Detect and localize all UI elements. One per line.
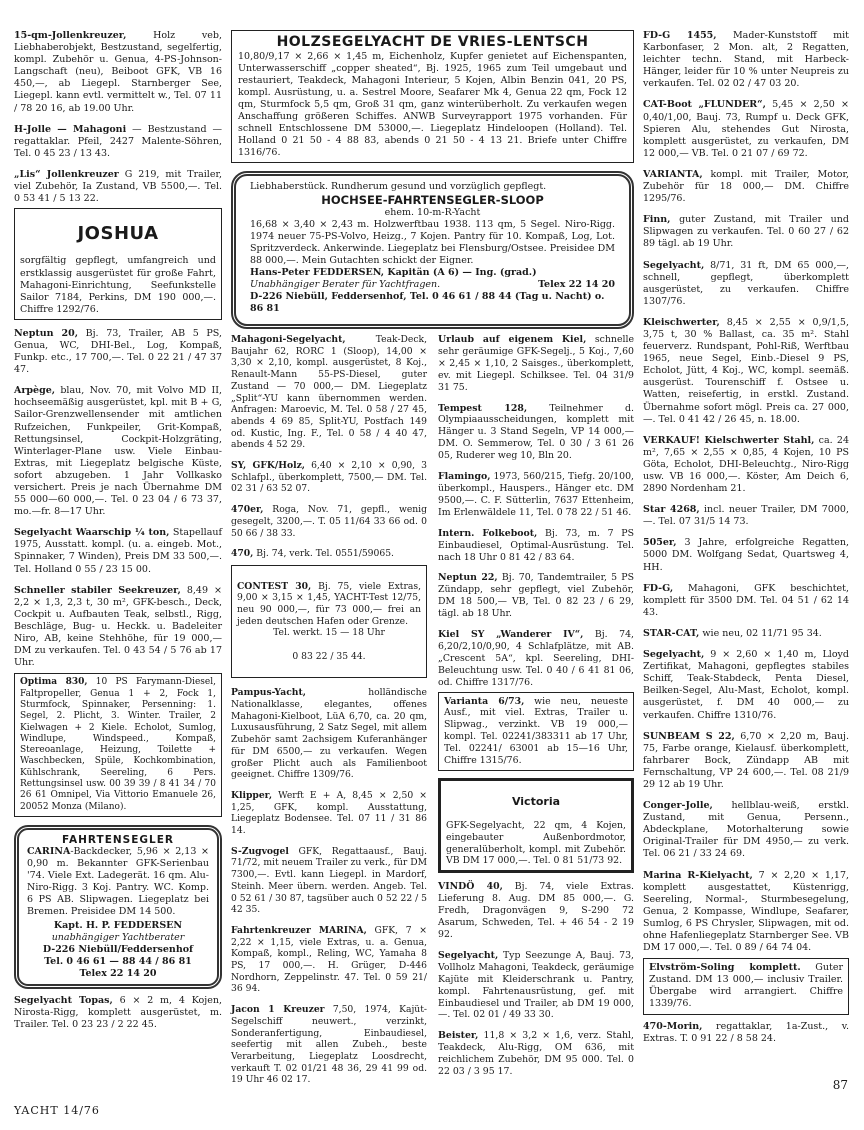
classified-ad: Beister, 11,8 × 3,2 × 1,6, verz. Stahl, Teakdeck, Alu-Rigg, OM 636, mit reichlichem Zubehör, DM 95 000. Tel. 0 22 03 / 3 95 17. [438,1030,634,1078]
magazine-footer: YACHT 14/76 [14,1104,100,1117]
victoria-ad: Victoria GFK-Segelyacht, 22 qm, 4 Kojen, eingebauter Außenbordmotor, generalüberholt, kompl. mit Zubehör. VB DM 17 000,—. Tel. 0 81 51/73 92. [438,778,634,873]
classified-ad: Flamingo, 1973, 560/215, Tiefg. 20/100, überkompl., Hauspers., Hänger etc. DM 9500,—. C. F. Sütterlin, 7637 Ettenheim, Im Erlenwäldele 11, Tel. 0 78 22 / 51 46. [438,471,634,518]
classified-ad: Neptun 22, Bj. 70, Tandemtrailer, 5 PS Zündapp, sehr gepflegt, viel Zubehör, DM 18 500,— VB, Tel. 0 82 23 / 6 29, tägl. ab 18 Uhr. [438,572,634,620]
classified-ad: 470-Morin, regattaklar, 1a-Zust., v. Extras. T. 0 91 22 / 8 58 24. [643,1020,849,1044]
classified-ad: Intern. Folkeboot, Bj. 73, m. 7 PS Einbaudiesel, Optimal-Ausrüstung. Tel. nach 18 Uhr 0 81 42 / 83 64. [438,527,634,563]
classified-ad: Marina R-Kielyacht, 7 × 2,20 × 1,17, komplett ausgestattet, Küstenrigg, Seereling, Normal-, Sturmbesegelung, Genua, 2 Kompasse, Windlupe, Seafarer, Sumlog, 6 PS Chrysler, Slipwagen, mit od. ohne Hafenliegeplatz Starnberger See. VB DM 17 000,—. Tel. 0 89 / 64 74 04. [643,869,850,954]
classified-ad: Segelyacht, 9 × 2,60 × 1,40 m, Lloyd Zertifikat, Mahagoni, gepflegtes stabiles Schiff, Teak-Stabdeck, Penta Diesel, Beilken-Segel, Alu-Mast, Echolot, kompl. ausgerüstet, f. DM 40 000,— zu verkaufen. Chiffre 1310/76. [643,649,849,721]
ad-title: HOCHSEE-FAHRTENSEGLER-SLOOP [321,193,544,207]
classified-ad: VERKAUF! Kielschwerter Stahl, ca. 24 m², 7,65 × 2,55 × 0,85, 4 Kojen, 10 PS Göta, Echolot, DHI-Beleuchtg., Niro-Rigg usw. VB 16 000,—. Köster, Am Deich 6, 2890 Nordenham 21. [643,434,849,495]
page-number: 87 [832,1078,848,1092]
classified-ad: Conger-Jolle, hellblau-weiß, erstkl. Zustand, mit Genua, Persenn., Abdeckplane, Motorhalterung sowie Original-Trailer für DM 4950,— zu verk. Tel. 06 21 / 33 24 69. [643,800,849,860]
ad-title: JOSHUA [77,223,159,245]
varianta-ad: Varianta 6/73, wie neu, neueste Ausf., mit viel. Extras, Trailer u. Slipwag., verzinkt. VB 19 000,— kompl. Tel. 02241/383311 ab 17 Uhr, Tel. 02241/ 63001 ab 15—16 Uhr, Chiffre 1315/76. [438,692,634,771]
classified-ad: „Lis“ Jollenkreuzer G 219, mit Trailer, viel Zubehör, Ia Zustand, VB 5500,—. Tel. 0 53 41 / 5 13 22. [14,168,222,205]
classified-ad: CAT-Boot „FLUNDER“, 5,45 × 2,50 × 0,40/1,00, Bauj. 73, Rumpf u. Deck GFK, Spieren Alu, stehendes Gut Nirosta, komplett ausgerüstet, zu verkaufen, DM 12 000,— VB. Tel. 0 21 07 / 69 72. [643,99,850,159]
classified-ad: Klipper, Werft E + A, 8,45 × 2,50 × 1,25, GFK, kompl. Ausstattung, Liegeplatz Bodensee. Tel. 07 11 / 31 86 14. [231,789,427,837]
classified-ad: VARIANTA, kompl. mit Trailer, Motor, Zubehör für 18 000,— DM. Chiffre 1295/76. [643,168,849,205]
holzsegelyacht-ad: HOLZSEGELYACHT DE VRIES-LENTSCH 10,80/9,17 × 2,66 × 1,45 m, Eichenholz, Kupfer genietet auf Eichenspanten, Unterwasserschiff „copper sheated“, Bj. 1925, 1965 zum Teil umgebaut und restauriert, Teakdeck, Mahagoni Interieur, 5 Kojen, Albin Benzin 041, 20 PS, kompl. Ausrüstung, u. a. Sestrel Moore, Seafarer Mk 4, Genua 22 qm, Fock 12 qm, Sturmfock 5,5 qm, Groß 31 qm, ganz winterüberholt. Zu verkaufen wegen Anschaffung größeren Schiffes. ANWB Surveyrapport 1975 vorhanden. Für schnell Entschlossene DM 53000,—. Liegeplatz Hindeloopen (Holland). Tel. Holland 0 21 50 - 4 88 83, abends 0 21 50 - 4 13 21. Briefe unter Chiffre 1316/76. [231,30,634,163]
classified-ad: STAR-CAT, wie neu, 02 11/71 95 34. [643,627,822,639]
classified-ad: Jacon 1 Kreuzer 7,50, 1974, Kajüt-Segelschiff neuwert., verzinkt, Sonderanfertigung, Einbaudiesel, seefertig mit allen Zubeh., beste Verarbeitung, Liegeplatz Loosdrecht, verkauft T. 02 01/21 48 36, 29 41 99 od. 19 Uhr 46 02 17. [231,1004,428,1086]
classified-ad: Urlaub auf eigenem Kiel, schnelle sehr geräumige GFK-Segelj., 5 Koj., 7,60 × 2,45 × 1,10, 2 Saisges., überkomplett, ev. mit Liegepl. Schilksee. Tel. 04 31/9 31 75. [438,334,634,393]
classified-ad: SY, GFK/Holz, 6,40 × 2,10 × 0,90, 3 Schlafpl., überkomplett, 7500,— DM. Tel. 02 31 / 63 52 07. [231,460,427,495]
classified-ad: Tempest 128, Teilnehmer d. Olympiaausscheidungen, komplett mit Hänger u. 3 Stand Segeln, VP 14 000,— DM. O. Semmerow, Tel. 0 30 / 3 61 26 05, Ruderer weg 10, Bln 20. [438,402,634,462]
classified-ad: Kiel SY „Wanderer IV“, Bj. 74, 6,20/2,10/0,90, 4 Schlafplätze, mit AB. „Crescent 5A“, kpl. Seereling, DHI-Beleuchtung usw. Tel. 0 40 / 6 41 81 06, od. Chiffre 1317/76. [438,629,634,688]
ad-title: FAHRTENSEGLER [62,833,174,846]
classified-ad: Segelyacht, Typ Seezunge A, Bauj. 73, Vollholz Mahagoni, Teakdeck, geräumige Kajüte mit Kleiderschrank u. Pantry, kompl. Fahrtenausrüstung, gef. mit Einbaudiesel und Trailer, ab DM 19 000,—. Tel. 02 01 / 49 33 30. [438,949,634,1021]
classified-ad: 505er, 3 Jahre, erfolgreiche Regatten, 5000 DM. Wolfgang Sedat, Quartsweg 4, HH. [643,537,849,573]
classified-ad: 470, Bj. 74, verk. Tel. 0551/59065. [231,548,394,560]
fahrtensegler-ad: FAHRTENSEGLER CARINA-Backdecker, 5,96 × 2,13 × 0,90 m. Bekannter GFK-Serienbau '74. Viele Ext. Ladegerät. 16 qm. Alu-Niro-Rigg. 3 Koj. Pantry. WC. Komp. 6 PS AB. Slipwagen. Liegeplatz bei Bremen. Preisidee DM 14 500. Kapt. H. P. FEDDERSEN unabhängiger Yachtberater D-226 Niebüll/Feddersenhof Tel. 0 46 61 — 88 44 / 86 81 Telex 22 14 20 [14,825,222,989]
classified-ad: Arpège, blau, Nov. 70, mit Volvo MD II, hochseemäßig ausgerüstet, kpl. mit B + G, Sailor-Grenzwellensender mit amtlichen Rufzeichen, Funkpeiler, Grit-Kompaß, Rettungsinsel, Cockpit-Holzgräting, Winterlager-Plane usw. Viele Einbau-Extras, mit Liegeplatz belgische Küste, sofort abzugeben. 1 Jahr Vollkasko versichert. Preis je nach Übernahme DM 55 000—60 000,—. Tel. 0 23 04 / 6 73 37, mo.—fr. 8—17 Uhr. [14,385,222,518]
classified-ad: Neptun 20, Bj. 73, Trailer, AB 5 PS, Genua, WC, DHI-Bel., Log, Kompaß, Funkp. etc., 17 700,—. Tel. 0 22 21 / 47 37 47. [14,327,222,376]
classified-ad: Segelyacht Topas, 6 × 2 m, 4 Kojen, Nirosta-Rigg, komplett ausgerüstet, m. Trailer. Tel. 0 23 23 / 2 22 45. [14,994,222,1031]
classified-ad: Pampus-Yacht, holländische Nationalklasse, elegantes, offenes Mahagoni-Kielboot, LüA 6,70, ca. 20 qm, Luxusausführung, 2 Satz Segel, mit allem Zubehör samt 2achsigem Kuferanhänger für DM 6500,— zu verkaufen. Wegen großer Plicht auch als Familienboot geeignet. Chiffre 1309/76. [231,687,427,781]
contest-ad: CONTEST 30, Bj. 75, viele Extras, 9,00 × 3,15 × 1,45, YACHT-Test 12/75, neu 90 000,—, für 73 000,— frei an jeden deutschen Hafen oder Grenze. Tel. werkt. 15 — 18 Uhr 0 83 22 / 35 44. [231,565,427,678]
column-4 [643,30,849,1054]
classified-ad: Star 4268, incl. neuer Trailer, DM 7000,—. Tel. 07 31/5 14 73. [643,504,849,528]
elvstroem-soling-ad: Elvström-Soling komplett. Guter Zustand. DM 13 000,— inclusiv Trailer. Übergabe wird arrangiert. Chiffre 1339/76. [643,958,849,1014]
classified-ad: FD-G, Mahagoni, GFK beschichtet, komplett für 3500 DM. Tel. 04 51 / 62 14 43. [643,582,849,618]
classified-ad: H-Jolle — Mahagoni — Bestzustand — regattaklar. Pfeil, 2427 Malente-Söhren, Tel. 0 45 23 / 13 43. [14,123,222,159]
classified-ad: Mahagoni-Segelyacht, Teak-Deck, Baujahr 62, RORC 1 (Sloop), 14,00 × 3,30 × 2,10, kompl. ausgerüstet, 8 Koj., Renault-Mann 55-PS-Diesel, guter Zustand — 70 000,— DM. Liegeplatz „Split“-YU kann übernommen werden. Anfragen: Maroevic, M. Tel. 0 58 / 27 45, abends 4 69 85, Split-YU, Postfach 149 od. Kustic, Ing. F., Tel. 0 58 / 4 40 47, abends 4 52 29. [231,334,427,451]
column-3 [438,334,634,1087]
classified-ad: SUNBEAM S 22, 6,70 × 2,20 m, Bauj. 75, Farbe orange, Kielausf. überkomplett, fahrbarer Bock, Zündapp AB mit Fernschaltung, VP 24 600,—. Tel. 08 21/9 29 12 ab 19 Uhr. [643,730,849,790]
joshua-ad: JOSHUA sorgfältig gepflegt, umfangreich und erstklassig ausgerüstet für große Fahrt, Mahagoni-Einrichtung, Seefunkstelle Sailor 7184, Perkins, DM 190 000,—. Chiffre 1292/76. [14,208,222,320]
column-2 [231,334,427,1095]
column-1 [14,30,222,1040]
classified-ad: Finn, guter Zustand, mit Trailer und Slipwagen zu verkaufen. Tel. 0 60 27 / 62 89 tägl. ab 19 Uhr. [643,214,849,250]
classified-ad: Segelyacht, 8/71, 31 ft, DM 65 000,—, schnell, gepflegt, überkomplett ausgerüstet, zu verkaufen. Chiffre 1307/76. [643,259,849,307]
classified-ad: FD-G 1455, Mader-Kunststoff mit Karbonfaser, 2 Mon. alt, 2 Regatten, leichter techn. Stand, mit Harbeck-Hänger, leider für 10 % unter Neupreis zu verkaufen. Tel. 02 02 / 47 03 20. [643,30,849,90]
classified-ad: Fahrtenkreuzer MARINA, GFK, 7 × 2,22 × 1,15, viele Extras, u. a. Genua, Kompaß, kompl., Reling, WC, Yamaha 8 PS, 17 000,—. H. Grüger, D-446 Nordhorn, Zeppelinstr. 47. Tel. 0 59 21/ 36 94. [231,924,427,995]
classified-ad: VINDÖ 40, Bj. 74, viele Extras. Lieferung 8. Aug. DM 85 000,—. G. Fredh, Dragonvägen 9, S-290 72 Asarum, Schweden, Tel. + 46 54 - 2 19 92. [438,881,634,940]
classified-ad: Schneller stabiler Seekreuzer, 8,49 × 2,2 × 1,3, 2,3 t, 30 m², GFK-besch., Deck, Cockpit u. Aufbauten Teak, selbstl., Rigg, Beschläge, Bug- u. Heckk. u. Badeleiter Niro, AB, keine Stehhöhe, für 19 000,— DM zu verkaufen. Tel. 0 43 54 / 5 76 ab 17 Uhr. [14,584,222,669]
optima-ad: Optima 830, 10 PS Farymann-Diesel, Faltpropeller, Genua 1 + 2, Fock 1, Sturmfock, Spinnaker, Persenning: 1. Segel, 2. Plicht, 3. Winter. Trailer, 2 Kielwagen + 2 Kiele. Echolot, Sumlog, Windlupe, Windspeed., Kompaß, Stereoanlage, Heizung, Toilette + Waschbecken, Spüle, Kochkombination, Kühlschrank, Seereling, 6 Pers. Rettungsinsel usw. 00 39 39 / 8 41 34 / 70 26 61 Omnipel, Via Vittorio Emanuele 26, 20052 Monza (Milano). [14,673,222,817]
hochsee-sloop-ad: Liebhaberstück. Rundherum gesund und vorzüglich gepflegt. HOCHSEE-FAHRTENSEGLER-SLOOP ehem. 10-m-R-Yacht 16,68 × 3,40 × 2,43 m. Holzwerftbau 1938. 113 qm, 5 Segel. Niro-Rigg. 1974 neuer 75-PS-Volvo, Heizg., 7 Kojen. Pantry für 10. Kompaß, Log, Lot. Spritzverdeck. Ankerwinde. Liegeplatz bei Flensburg/Ostsee. Preisidee DM 88 000,—. Mein Gutachten schickt der Eigner. Hans-Peter FEDDERSEN, Kapitän (A 6) — Ing. (grad.) Unabhängiger Berater für Yachtfragen. Telex 22 14 20 D-226 Niebüll, Feddersenhof, Tel. 0 46 61 / 88 44 (Tag u. Nacht) o. 86 81 [231,171,634,329]
classified-ad: Segelyacht Waarschip ¼ ton, Stapellauf 1975, Ausstatt. kompl. (u. a. eingeb. Mot., Spinnaker, 7 Winden), Preis DM 33 500,—. Tel. Holland 0 55 / 23 15 00. [14,527,222,575]
classified-ad: 470er, Roga, Nov. 71, gepfl., wenig gesegelt, 3200,—. T. 05 11/64 33 66 od. 0 50 66 / 38 33. [231,504,427,539]
classified-ad: 15-qm-Jollenkreuzer, Holz veb, Liebhaberobjekt, Bestzustand, segelfertig, kompl. Zubehör u. Genua, 4-PS-Johnson-Langschaft (neu), Beiboot GFK, VB 16 450,—, ab Liegepl. Starnberger See, Liegepl. kann evtl. vermittelt w., Tel. 07 11 / 78 20 16, ab 19.00 Uhr. [14,30,222,114]
ad-title: HOLZSEGELYACHT DE VRIES-LENTSCH [276,34,589,50]
classified-ad: S-Zugvogel GFK, Regattaausf., Bauj. 71/72, mit neuem Trailer zu verk., für DM 7300,—. Evtl. kann Liegepl. in Mardorf, Steinh. Meer übern. werden. Angeb. Tel. 0 52 61 / 30 87, tagsüber auch 0 52 22 / 5 42 35. [231,845,427,916]
classified-ad: Kleischwerter, 8,45 × 2,55 × 0,9/1,5, 3,75 t, 30 % Ballast, ca. 35 m². Stahl feuerverz. Rundspant, Pohl-Riß, Werftbau 1965, neue Segel, Einb.-Diesel 9 PS, Echolot, Jütt, 4 Koj., WC, kompl. seemäß. ausgerüst. Tourenschiff f. Ostsee u. Watten, reisefertig, in erstkl. Zustand. Übernahme sofort mögl. Preis ca. 27 000,—. Tel. 0 41 42 / 26 45, n. 18.00. [643,316,849,425]
ad-title: Victoria [511,794,561,808]
